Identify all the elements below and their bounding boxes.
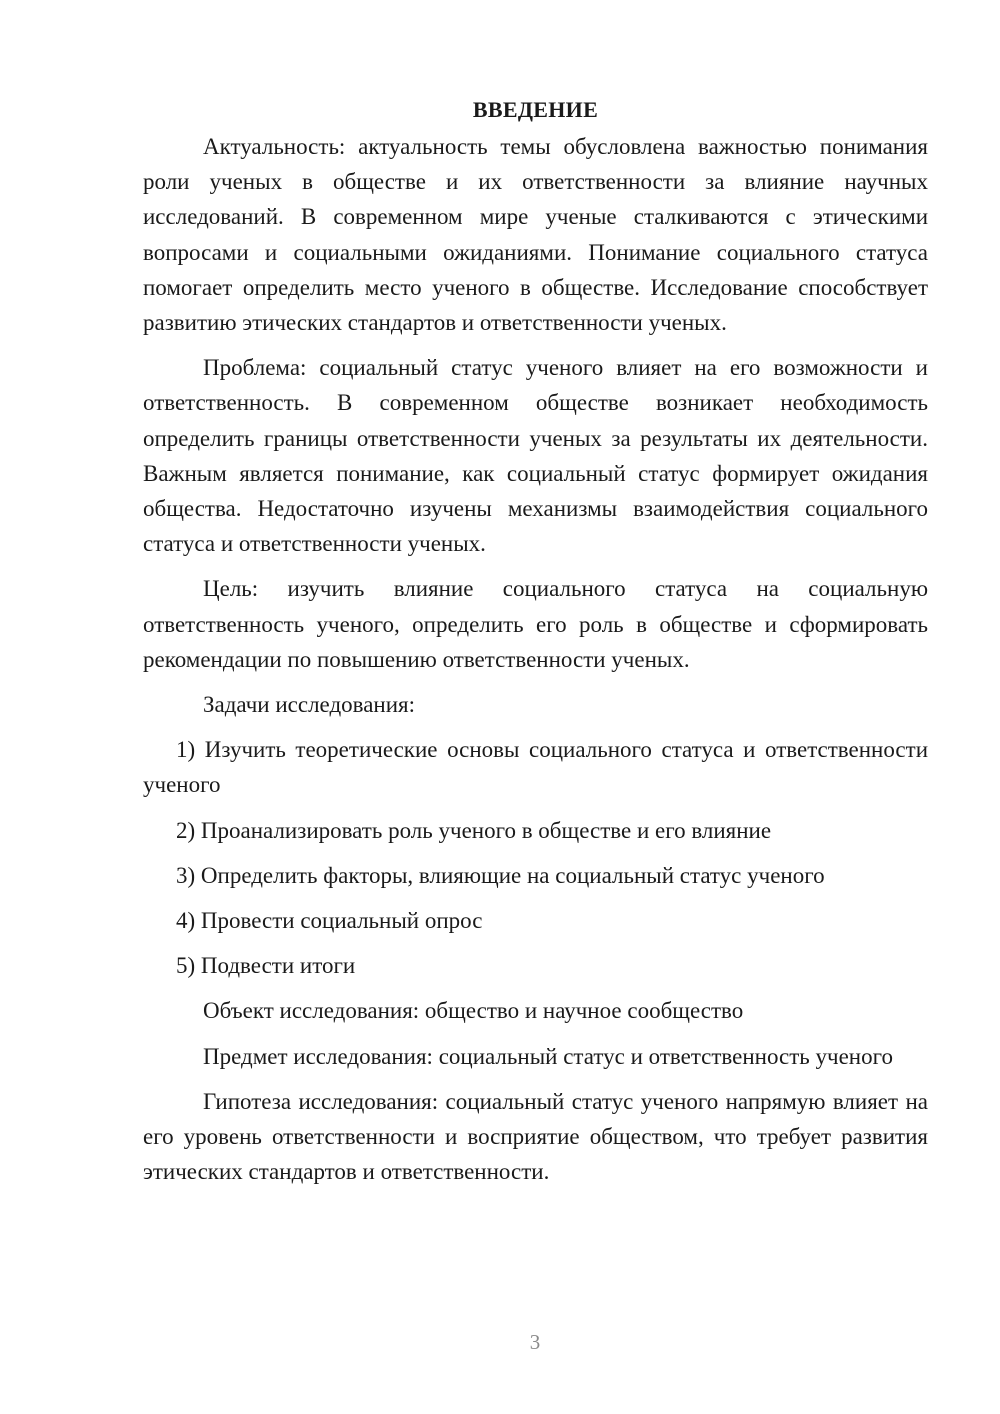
paragraph-goal: Цель: изучить влияние социального статуса на социальную ответственность ученого, определить его роль в обществе и сформировать рекомендации по повышению ответственности ученых. — [143, 576, 928, 672]
paragraph-problem: Проблема: социальный статус ученого влияет на его возможности и ответственность. В современном обществе возникает необходимость определить границы ответственности ученых за результаты их деятельности. Важным является понимание, как социальный статус формирует ожидания общества. Недостаточно изучены механизмы взаимодействия социального статуса и ответственности ученых. — [143, 355, 928, 557]
paragraph-subject: Предмет исследования: социальный статус и ответственность ученого — [203, 1043, 893, 1069]
paragraph-hypothesis: Гипотеза исследования: социальный статус ученого напрямую влияет на его уровень ответственности и восприятие обществом, что требует развития этических стандартов и ответственности. — [143, 1088, 928, 1185]
task-item-5: 5) Подвести итоги — [176, 953, 356, 979]
page-content — [143, 92, 928, 1199]
task-item-2: 2) Проанализировать роль ученого в обществе и его влияние — [176, 817, 772, 843]
paragraph-relevance: Актуальность: актуальность темы обусловлена важностью понимания роли ученых в обществе и их ответственности за влияние научных исследований. В современном мире ученые сталкиваются с этическими вопросами и социальными ожиданиями. Понимание социального статуса помогает определить место ученого в обществе. Исследование способствует развитию этических стандартов и ответственности ученых. — [143, 134, 928, 336]
task-item-1: 1) Изучить теоретические основы социального статуса и ответственности ученого — [143, 737, 928, 798]
section-title: ВВЕДЕНИЕ — [472, 97, 599, 122]
task-item-3: 3) Определить факторы, влияющие на социальный статус ученого — [176, 862, 825, 888]
page-number: 3 — [529, 1330, 541, 1354]
paragraph-object: Объект исследования: общество и научное сообщество — [203, 998, 744, 1024]
tasks-heading: Задачи исследования: — [203, 692, 416, 718]
task-item-4: 4) Провести социальный опрос — [176, 908, 483, 934]
